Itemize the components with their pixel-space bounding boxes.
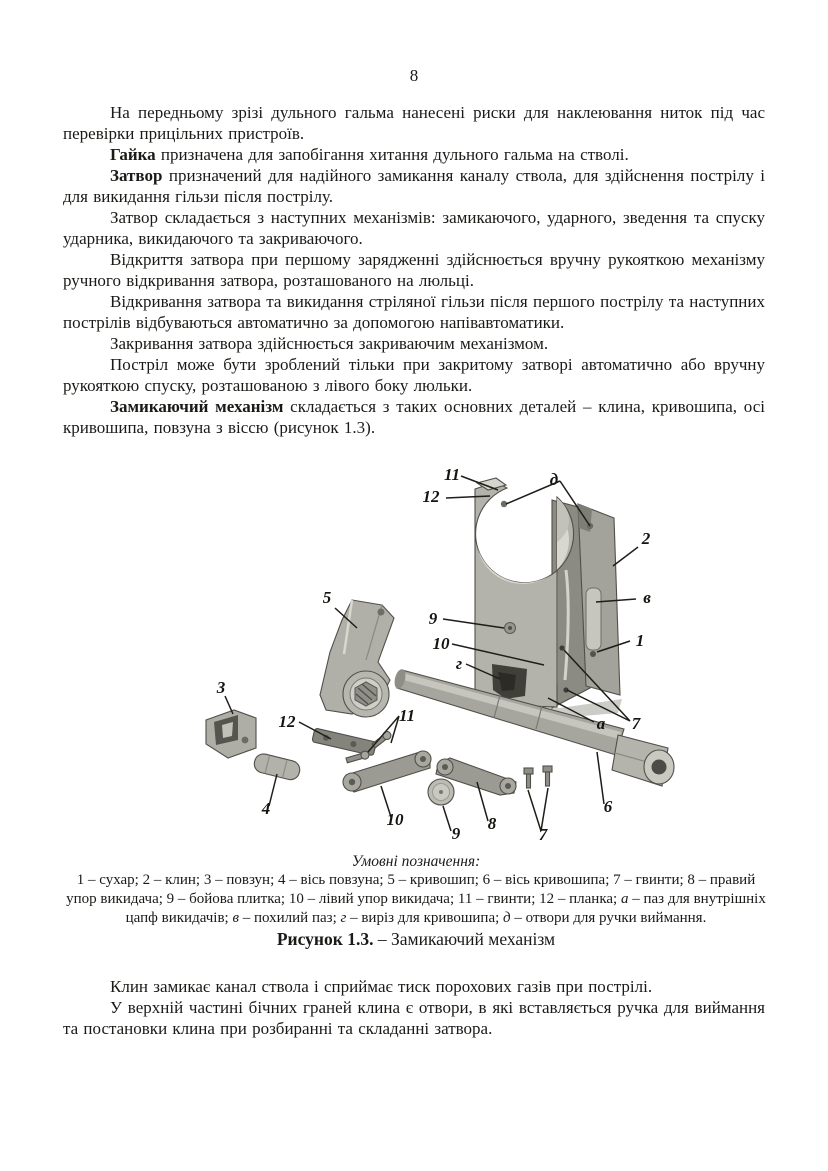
figure-label: 7: [538, 825, 548, 844]
figure-label: 9: [428, 609, 438, 628]
paragraph: [63, 165, 765, 207]
paragraph-text: У верхній частині бічних граней клина є отвори, в які вставляється ручка для виймання та постановки клина при розбиранні та складанні затвора.: [63, 998, 765, 1038]
paragraph-text: Закривання затвора здійснюється закриваючим механізмом.: [110, 334, 549, 353]
figure: [0, 452, 828, 850]
paragraph-lead-bold: Гайка: [110, 145, 156, 164]
figure-label: 4: [261, 799, 271, 818]
figure-label: 1: [635, 631, 645, 650]
bottom-screws: [524, 766, 552, 788]
legend-letter-italic: д: [503, 910, 511, 926]
figure-legend: [63, 852, 769, 950]
wedge-block: [475, 478, 620, 708]
paragraph: [63, 997, 765, 1039]
figure-label: 2: [641, 529, 651, 548]
paragraph: [63, 396, 765, 438]
caption-number: Рисунок 1.3.: [276, 929, 374, 949]
crank: [320, 600, 394, 717]
paragraph-lead-bold: Затвор: [110, 166, 163, 185]
legend-letter-italic: а: [620, 891, 629, 907]
paragraph: [63, 333, 765, 354]
paragraph-text: призначений для надійного замикання каналу ствола, для здійснення пострілу і для викидання гільзи після пострілу.: [63, 166, 765, 206]
figure-label: 10: [386, 810, 404, 829]
figure-label: 5: [322, 588, 332, 607]
paragraph: [63, 207, 765, 249]
legend-segment: – отвори для ручки виймання.: [510, 910, 707, 926]
body-text-top: [63, 102, 765, 438]
paragraph: [63, 354, 765, 396]
paragraph-lead-bold: Замикаючий механізм: [110, 397, 284, 416]
figure-label: 10: [432, 634, 450, 653]
figure-label: а: [596, 714, 606, 733]
paragraph: [63, 249, 765, 291]
figure-label: 6: [603, 797, 613, 816]
figure-label: 11: [398, 706, 416, 725]
figure-label: г: [455, 654, 463, 673]
paragraph-text: Клин замикає канал ствола і сприймає тиск порохових газів при пострілі.: [110, 977, 653, 996]
figure-label: 8: [487, 814, 497, 833]
legend-title: Умовні позначення:: [351, 853, 481, 870]
figure-caption: [63, 928, 769, 950]
paragraph-text: складається з таких основних деталей – клина, кривошипа, осі кривошипа, повзуна з віссю (рисунок 1.3).: [63, 397, 765, 437]
paragraph: [63, 291, 765, 333]
caption-text: – Замикаючий механізм: [373, 929, 556, 949]
paragraph: [63, 144, 765, 165]
body-text-bottom: [63, 976, 765, 1039]
legend-segment: – похилий паз;: [238, 910, 341, 926]
figure-illustration: [0, 452, 828, 850]
firing-plate: [428, 779, 454, 805]
slider-bracket: [206, 710, 256, 758]
paragraph: [63, 976, 765, 997]
figure-label: 3: [216, 678, 226, 697]
paragraph-text: Відкриття затвора при першому зарядженні здійснюється вручну рукояткою механізму ручного відкривання затвора, розташованого на люльці.: [63, 250, 765, 290]
legend-segment: 1 – сухар; 2 – клин; 3 – повзун; 4 – вісь повзуна; 5 – кривошип; 6 – вісь кривошипа; 7 – гвинти; 8 – правий упор викидача; 9 – бойова плитка; 10 – лівий упор викидача; 11 – гвинти; 12 – планка;: [66, 872, 756, 907]
paragraph-text: Відкривання затвора та викидання стріляної гільзи після першого пострілу та наступних пострілів відбуваються автоматично за допомогою напівавтоматики.: [63, 292, 765, 332]
figure-label: д: [549, 470, 559, 489]
figure-label: в: [643, 588, 651, 607]
page-number: 8: [409, 66, 419, 85]
figure-label: 9: [451, 824, 461, 843]
legend-letter-italic: г: [340, 910, 347, 926]
legend-text: [63, 871, 769, 928]
figure-label: 12: [422, 487, 440, 506]
legend-segment: – виріз для кривошипа;: [346, 910, 504, 926]
paragraph: [63, 102, 765, 144]
figure-label: 12: [278, 712, 296, 731]
figure-label: 11: [443, 465, 461, 484]
paragraph-text: призначена для запобігання хитання дульного гальма на стволі.: [155, 145, 629, 164]
paragraph-text: На передньому зрізі дульного гальма нанесені риски для наклеювання ниток під час перевірки прицільних пристроїв.: [63, 103, 765, 143]
legend-segment: – паз для внутрішніх цапф викидачів;: [125, 891, 766, 926]
paragraph-text: Затвор складається з наступних механізмів: замикаючого, ударного, зведення та спуску ударника, викидаючого та закриваючого.: [63, 208, 765, 248]
legend-letter-italic: в: [232, 910, 239, 926]
paragraph-text: Постріл може бути зроблений тільки при закритому затворі автоматично або вручну рукояткою спуску, розташованою з лівого боку люльки.: [63, 355, 765, 395]
pin-axis: [252, 752, 301, 782]
figure-label: 7: [631, 714, 641, 733]
